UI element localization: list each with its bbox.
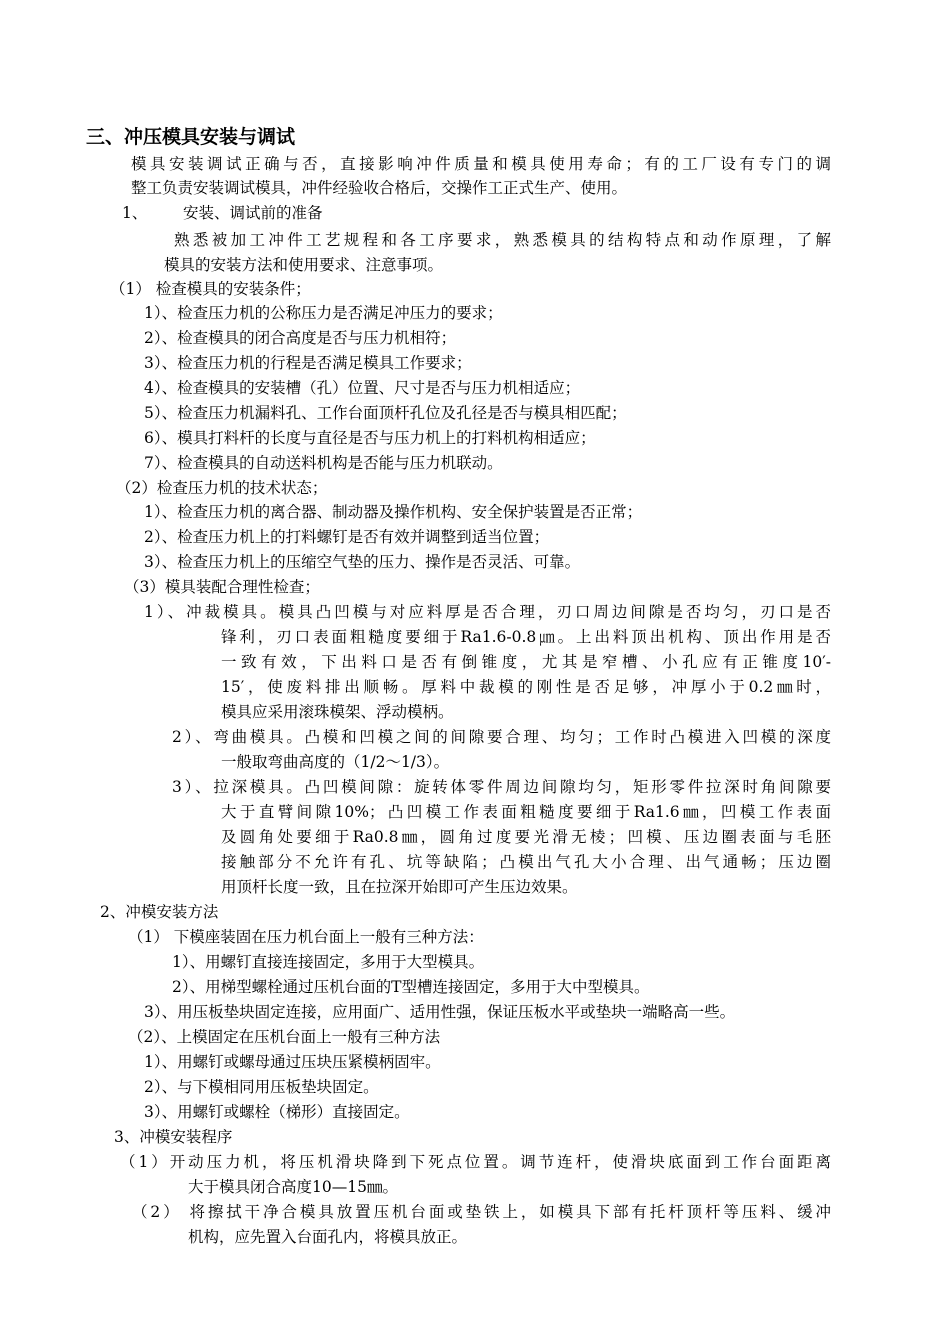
intro-line: 整工负责安装调试模具，冲件经验收合格后，交操作工正式生产、使用。 bbox=[131, 179, 628, 197]
bending-die-line: 2）、弯曲模具。凸模和凹模之间的间隙要合理、均匀；工作时凸模进入凹模的深度 bbox=[172, 728, 831, 746]
procedure-step-line: 大于模具闭合高度10—15㎜。 bbox=[188, 1178, 398, 1196]
list-item: 3）、检查压力机的行程是否满足模具工作要求； bbox=[144, 354, 472, 372]
procedure-step-line: 机构，应先置入台面孔内，将模具放正。 bbox=[188, 1228, 468, 1246]
drawing-die-line: 用顶杆长度一致，且在拉深开始即可产生压边效果。 bbox=[221, 878, 578, 896]
list-item: 4）、检查模具的安装槽（孔）位置、尺寸是否与压力机相适应； bbox=[144, 379, 581, 397]
list-item: 3）、用压板垫块固定连接，应用面广、适用性强，保证压板水平或垫块一端略高一些。 bbox=[144, 1003, 736, 1021]
check-die-heading: （1） 检查模具的安装条件； bbox=[110, 280, 311, 298]
list-item: 7）、检查模具的自动送料机构是否能与压力机联动。 bbox=[144, 454, 503, 472]
punching-die-line: 模具应采用滚珠模架、浮动模柄。 bbox=[221, 703, 454, 721]
punching-die-line: 一致有效，下出料口是否有倒锥度，尤其是窄槽、小孔应有正锥度10′- bbox=[221, 653, 831, 671]
prep-text-line: 模具的安装方法和使用要求、注意事项。 bbox=[164, 256, 444, 274]
list-item: 6）、模具打料杆的长度与直径是否与压力机上的打料机构相适应； bbox=[144, 429, 596, 447]
procedure-step-line: （1）开动压力机，将压机滑块降到下死点位置。调节连杆，使滑块底面到工作台面距离 bbox=[120, 1153, 831, 1171]
bending-die-line: 一般取弯曲高度的（1/2～1/3）。 bbox=[221, 753, 450, 771]
list-item: 5）、检查压力机漏料孔、工作台面顶杆孔位及孔径是否与模具相匹配； bbox=[144, 404, 627, 422]
section-title: 三、冲压模具安装与调试 bbox=[86, 126, 296, 148]
check-assembly-heading: （3）模具装配合理性检查； bbox=[124, 578, 320, 596]
prep-number: 1、 bbox=[122, 204, 148, 222]
list-item: 3）、检查压力机上的压缩空气垫的压力、操作是否灵活、可靠。 bbox=[144, 553, 581, 571]
install-procedure-heading: 3、冲模安装程序 bbox=[114, 1128, 233, 1146]
list-item: 1）、检查压力机的公称压力是否满足冲压力的要求； bbox=[144, 304, 503, 322]
prep-text-line: 熟悉被加工冲件工艺规程和各工序要求，熟悉模具的结构特点和动作原理，了解 bbox=[174, 231, 831, 249]
list-item: 1）、用螺钉直接连接固定，多用于大型模具。 bbox=[172, 953, 485, 971]
list-item: 2）、与下模相同用压板垫块固定。 bbox=[144, 1078, 379, 1096]
intro-line: 模具安装调试正确与否，直接影响冲件质量和模具使用寿命；有的工厂设有专门的调 bbox=[131, 155, 831, 173]
list-item: 3）、用螺钉或螺栓（梯形）直接固定。 bbox=[144, 1103, 410, 1121]
drawing-die-line: 及圆角处要细于Ra0.8㎜，圆角过度要光滑无棱；凹模、压边圈表面与毛胚 bbox=[221, 828, 831, 846]
list-item: 2）、用梯型螺栓通过压机台面的T型槽连接固定，多用于大中型模具。 bbox=[172, 978, 650, 996]
list-item: 2）、检查模具的闭合高度是否与压力机相符； bbox=[144, 329, 457, 347]
list-item: 1）、用螺钉或螺母通过压块压紧模柄固牢。 bbox=[144, 1053, 441, 1071]
prep-heading: 安装、调试前的准备 bbox=[183, 204, 323, 222]
list-item: 2）、检查压力机上的打料螺钉是否有效并调整到适当位置； bbox=[144, 528, 550, 546]
procedure-step-line: （2） 将擦拭干净合模具放置压机台面或垫铁上，如模具下部有托杆顶杆等压料、缓冲 bbox=[132, 1203, 831, 1221]
list-item: 1）、检查压力机的离合器、制动器及操作机构、安全保护装置是否正常； bbox=[144, 503, 643, 521]
drawing-die-line: 接触部分不允许有孔、坑等缺陷；凸模出气孔大小合理、出气通畅；压边圈 bbox=[221, 853, 831, 871]
install-methods-heading: 2、冲模安装方法 bbox=[100, 903, 219, 921]
punching-die-line: 15′，使废料排出顺畅。厚料中裁模的刚性是否足够，冲厚小于0.2㎜时， bbox=[221, 678, 831, 696]
drawing-die-line: 大于直臂间隙10%；凸凹模工作表面粗糙度要细于Ra1.6㎜，凹模工作表面 bbox=[221, 803, 831, 821]
check-press-heading: （2）检查压力机的技术状态； bbox=[116, 479, 328, 497]
lower-die-heading: （1） 下模座装固在压力机台面上一般有三种方法： bbox=[128, 928, 484, 946]
punching-die-line: 1）、冲裁模具。模具凸凹模与对应料厚是否合理，刃口周边间隙是否均匀，刃口是否 bbox=[144, 603, 831, 621]
upper-die-heading: （2）、上模固定在压机台面上一般有三种方法 bbox=[128, 1028, 441, 1046]
drawing-die-line: 3）、拉深模具。凸凹模间隙：旋转体零件周边间隙均匀，矩形零件拉深时角间隙要 bbox=[172, 778, 831, 796]
punching-die-line: 锋利，刃口表面粗糙度要细于Ra1.6-0.8㎛。上出料顶出机构、顶出作用是否 bbox=[221, 628, 831, 646]
